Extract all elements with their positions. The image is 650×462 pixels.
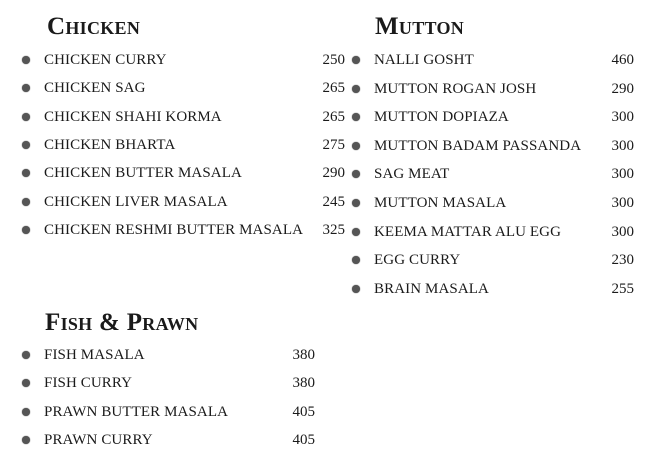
menu-item-price: 300 xyxy=(611,166,634,183)
chicken-heading: Chicken xyxy=(47,13,141,40)
mutton-list xyxy=(352,50,642,300)
menu-item-name: FISH CURRY xyxy=(44,375,133,392)
bullet-icon xyxy=(22,379,30,387)
menu-item-name: MUTTON ROGAN JOSH xyxy=(374,80,537,97)
menu-item-price: 250 xyxy=(322,52,345,68)
menu-item-name: CHICKEN BUTTER MASALA xyxy=(44,165,242,182)
menu-item xyxy=(22,192,345,212)
bullet-icon xyxy=(22,408,30,416)
bullet-icon xyxy=(22,351,30,359)
chicken-list xyxy=(22,50,345,240)
bullet-icon xyxy=(352,113,360,121)
menu-item xyxy=(352,136,634,156)
menu-item xyxy=(22,107,345,127)
bullet-icon xyxy=(352,170,360,178)
menu-item-price: 300 xyxy=(611,195,634,211)
menu-item-price: 290 xyxy=(611,80,634,97)
menu-item-price: 290 xyxy=(322,165,345,182)
menu-item-name: MUTTON MASALA xyxy=(374,195,507,211)
menu-item xyxy=(22,373,315,393)
menu-item-price: 245 xyxy=(322,193,345,210)
menu-item-name: CHICKEN SAG xyxy=(44,80,146,97)
menu-item xyxy=(352,250,634,270)
menu-item-price: 300 xyxy=(611,137,634,154)
bullet-icon xyxy=(22,141,30,149)
menu-item-name: EGG CURRY xyxy=(374,252,461,269)
bullet-icon xyxy=(352,256,360,264)
menu-item xyxy=(22,163,345,183)
menu-item xyxy=(22,220,345,240)
menu-item-price: 255 xyxy=(611,280,634,297)
bullet-icon xyxy=(22,436,30,444)
bullet-icon xyxy=(22,198,30,206)
menu-item xyxy=(22,135,345,155)
menu-item-name: CHICKEN LIVER MASALA xyxy=(44,193,228,210)
menu-item-price: 405 xyxy=(292,403,315,420)
menu-item xyxy=(22,50,345,70)
menu-item-name: MUTTON DOPIAZA xyxy=(374,109,509,126)
menu-item-price: 325 xyxy=(322,221,345,238)
menu-item-name: BRAIN MASALA xyxy=(374,280,489,297)
menu-item-name: MUTTON BADAM PASSANDA xyxy=(374,137,582,154)
menu-item-name: CHICKEN SHAHI KORMA xyxy=(44,108,222,125)
menu-item xyxy=(22,345,315,365)
menu-item xyxy=(352,279,634,299)
bullet-icon xyxy=(22,113,30,121)
menu-item-price: 275 xyxy=(322,136,345,153)
bullet-icon xyxy=(352,228,360,236)
menu-item-price: 380 xyxy=(292,375,315,392)
bullet-icon xyxy=(352,199,360,207)
menu-item xyxy=(22,78,345,98)
menu-item-price: 300 xyxy=(611,223,634,240)
menu-item-price: 300 xyxy=(611,109,634,126)
menu-item-name: CHICKEN BHARTA xyxy=(44,136,176,153)
menu-item-price: 265 xyxy=(322,80,345,97)
menu-item xyxy=(352,50,634,70)
menu-item xyxy=(352,222,634,242)
menu-item-name: PRAWN CURRY xyxy=(44,431,153,448)
menu-item xyxy=(22,430,315,450)
menu-item-name: NALLI GOSHT xyxy=(374,52,474,68)
bullet-icon xyxy=(352,142,360,150)
menu-item-name: CHICKEN CURRY xyxy=(44,52,167,68)
menu-item-price: 405 xyxy=(292,431,315,448)
bullet-icon xyxy=(22,84,30,92)
bullet-icon xyxy=(352,285,360,293)
menu-item-price: 230 xyxy=(611,252,634,269)
bullet-icon xyxy=(22,226,30,234)
menu-item-name: KEEMA MATTAR ALU EGG xyxy=(374,223,562,240)
menu-item xyxy=(352,164,634,184)
bullet-icon xyxy=(352,56,360,64)
menu-item xyxy=(352,107,634,127)
menu-item-name: SAG MEAT xyxy=(374,166,450,183)
menu-item-price: 265 xyxy=(322,108,345,125)
mutton-heading: Mutton xyxy=(375,13,465,40)
menu-item-price: 380 xyxy=(292,347,315,363)
menu-item xyxy=(352,193,634,213)
menu-item-name: PRAWN BUTTER MASALA xyxy=(44,403,229,420)
bullet-icon xyxy=(22,56,30,64)
menu-item xyxy=(352,79,634,99)
menu-item-name: FISH MASALA xyxy=(44,347,145,363)
bullet-icon xyxy=(352,85,360,93)
menu-item-name: CHICKEN RESHMI BUTTER MASALA xyxy=(44,221,304,238)
fish-prawn-list xyxy=(22,345,322,455)
menu-item xyxy=(22,402,315,422)
fish-prawn-heading: Fish & Prawn xyxy=(45,309,199,336)
bullet-icon xyxy=(22,169,30,177)
menu-item-price: 460 xyxy=(611,52,634,68)
